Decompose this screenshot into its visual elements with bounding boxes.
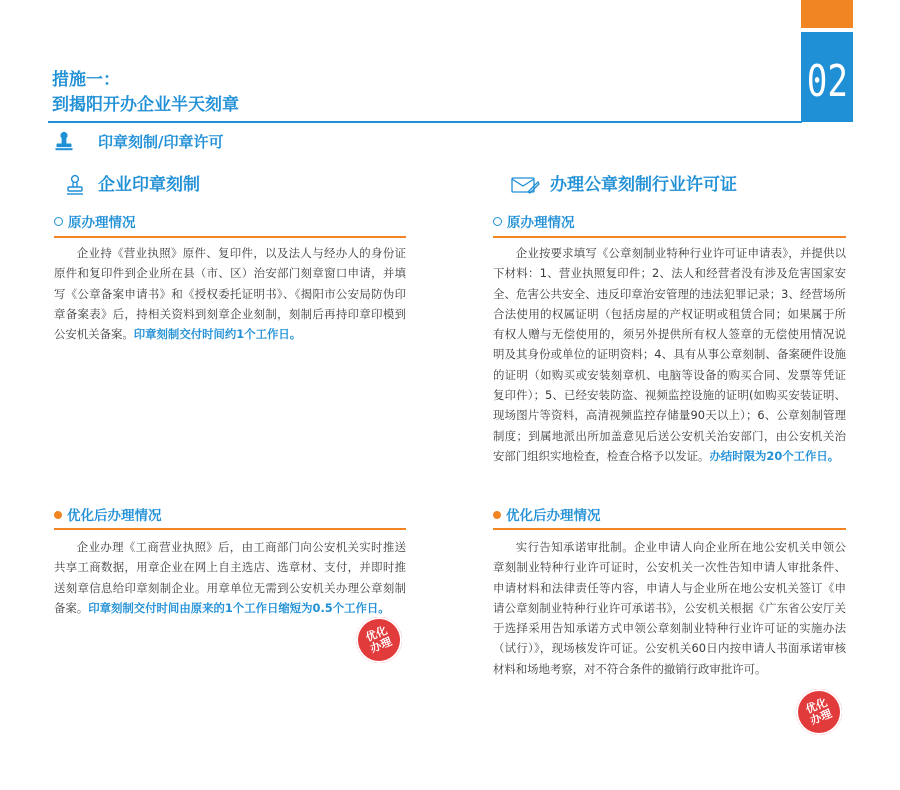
right-optimized-body xyxy=(493,537,846,679)
right-original-heading xyxy=(493,213,575,233)
stamp-outline-icon xyxy=(64,174,86,196)
right-optimized-heading xyxy=(493,506,601,526)
header-divider xyxy=(48,121,802,123)
left-original-text: 企业持《营业执照》原件、复印件，以及法人与经办人的身份证原件和复印件到企业所在县（市、区）治安部门刻章窗口申请，并填写《公章备案申请书》和《授权委托证明书》、《揭阳市公安局防伪印章备案表》后，持相关资料到刻章企业刻制，刻制后再持印章印模到公安机关备案。 xyxy=(54,246,406,342)
optimized-stamp-right xyxy=(789,682,849,742)
page-title-line2: 到揭阳开办企业半天刻章 xyxy=(52,95,239,115)
hollow-bullet-icon xyxy=(54,217,63,226)
right-section-title: 办理公章刻制行业许可证 xyxy=(550,175,737,195)
right-optimized-heading-text: 优化后办理情况 xyxy=(506,508,601,524)
left-original-rule xyxy=(54,236,406,238)
right-original-highlight: 办结时限为20个工作日。 xyxy=(709,448,840,463)
left-optimized-rule xyxy=(54,528,406,530)
left-original-heading-text: 原办理情况 xyxy=(68,215,136,231)
left-optimized-text: 企业办理《工商营业执照》后，由工商部门向公安机关实时推送共享工商数据，用章企业在网上自主选店、选章材、支付，并即时推送刻章信息给印章刻制企业。用章单位无需到公安机关办理公章刻制备案。 xyxy=(54,540,406,615)
stamp-label: 优化办理 xyxy=(803,695,834,728)
left-optimized-heading xyxy=(54,506,162,526)
page-title xyxy=(52,68,239,118)
right-optimized-rule xyxy=(493,528,846,530)
left-optimized-body xyxy=(54,537,406,618)
left-original-heading xyxy=(54,213,136,233)
left-original-highlight: 印章刻制交付时间约1个工作日。 xyxy=(133,327,302,342)
left-section-title: 企业印章刻制 xyxy=(98,175,200,195)
right-original-text: 企业按要求填写《公章刻制业特种行业许可证申请表》，并提供以下材料：1、营业执照复印件；2、法人和经营者没有涉及危害国家安全、危害公共安全、违反印章治安管理的违法犯罪记录；3、经营场所合法使用的权属证明（包括房屋的产权证明或租赁合同；如果属于所有权人赠与无偿使用的，须另外提供所有权人签章的无偿使用情况说明及其身份或单位的证明资料；4、具有从事公章刻制、备案硬件设施的证明（如购买或安装刻章机、电脑等设备的购买合同、发票等凭证复印件）；5、已经安装防盗、视频监控设施的证明(如购买安装证明、现场图片等资料，高清视频监控存储量90天以上）；6、公章刻制管理制度；到属地派出所加盖意见后送公安机关治安部门，由公安机关治安部门组织实地检查，检查合格予以发证。 xyxy=(493,246,846,463)
hollow-bullet-icon xyxy=(493,217,502,226)
page-number: 02 xyxy=(806,56,849,107)
subheader-title: 印章刻制/印章许可 xyxy=(98,133,224,151)
right-original-heading-text: 原办理情况 xyxy=(507,215,575,231)
right-original-rule xyxy=(493,236,846,238)
page-tab-orange xyxy=(801,0,853,28)
solid-bullet-icon xyxy=(54,511,62,519)
left-optimized-highlight: 印章刻制交付时间由原来的1个工作日缩短为0.5个工作日。 xyxy=(88,600,390,615)
license-envelope-icon xyxy=(510,174,540,196)
left-optimized-heading-text: 优化后办理情况 xyxy=(67,508,162,524)
solid-bullet-icon xyxy=(493,511,501,519)
optimized-stamp-left xyxy=(349,610,409,670)
right-original-body xyxy=(493,243,846,466)
stamp-label: 优化办理 xyxy=(363,623,394,656)
left-original-body xyxy=(54,243,406,344)
stamp-icon xyxy=(54,131,74,151)
right-optimized-text: 实行告知承诺审批制。企业申请人向企业所在地公安机关申领公章刻制业特种行业许可证时，公安机关一次性告知申请人审批条件、申请材料和法律责任等内容，申请人与企业所在地公安机关签订《申请公章刻制业特种行业许可承诺书》，公安机关根据《广东省公安厅关于选择采用告知承诺方式申领公章刻制业特种行业许可证的实施办法（试行）》，现场核发许可证。公安机关60日内按申请人书面承诺审核材料和场地考察，对不符合条件的撤销行政审批许可。 xyxy=(493,540,846,676)
page-title-line1: 措施一： xyxy=(52,70,120,90)
